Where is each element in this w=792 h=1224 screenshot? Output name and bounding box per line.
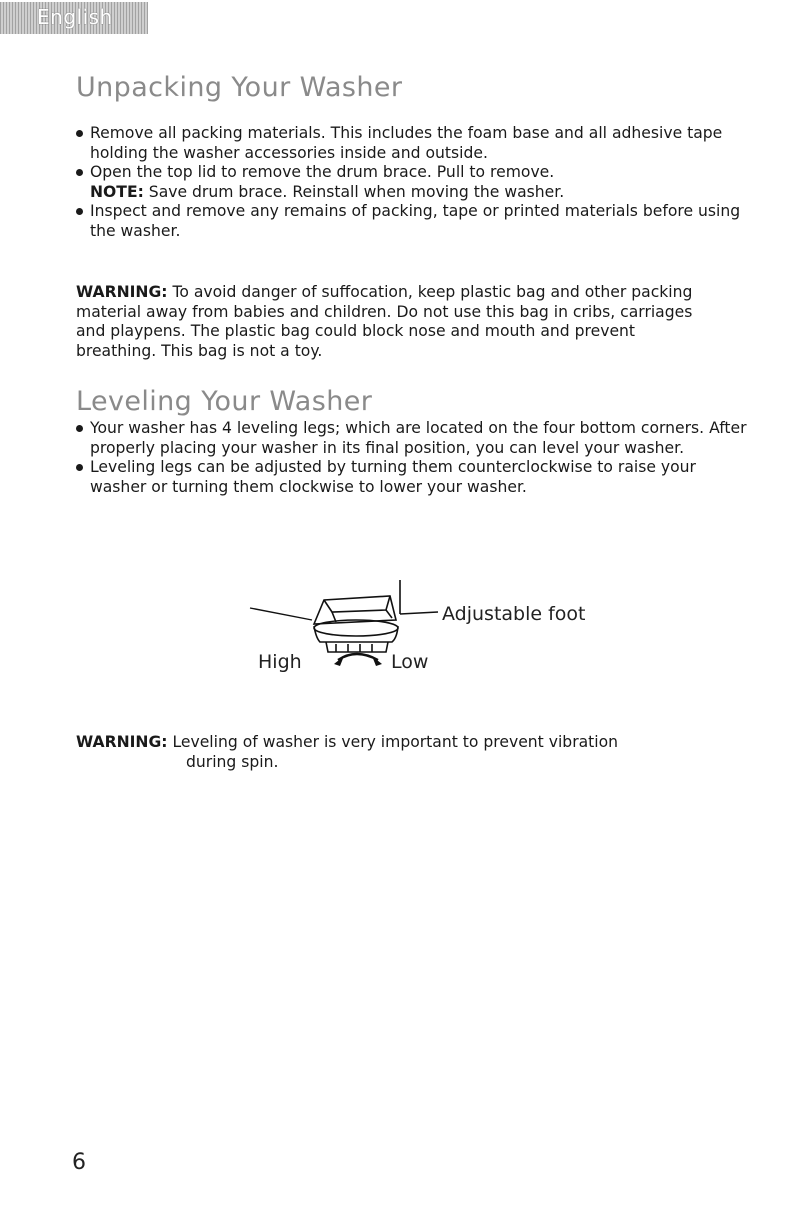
leveling-warning-label: WARNING: [76, 733, 168, 751]
leveling-heading: Leveling Your Washer [76, 386, 373, 417]
suffocation-warning [76, 283, 716, 361]
unpacking-bullet-2: Open the top lid to remove the drum brace. Pull to remove. [58, 163, 748, 183]
low-label: Low [391, 651, 429, 673]
unpacking-heading: Unpacking Your Washer [76, 72, 403, 103]
unpacking-bullet-1: Remove all packing materials. This includes the foam base and all adhesive tape holding the washer accessories inside and outside. [58, 124, 748, 163]
adjustable-foot-diagram [240, 568, 600, 680]
leveling-bullet-1: Your washer has 4 leveling legs; which are located on the four bottom corners. After properly placing your washer in its final position, you can level your washer. [58, 419, 748, 458]
unpacking-bullet-3: Inspect and remove any remains of packing, tape or printed materials before using the washer. [58, 202, 748, 241]
note-line [58, 183, 748, 203]
note-label: NOTE: [90, 182, 144, 201]
rotation-arrow-icon [334, 654, 382, 666]
warning-text: To avoid danger of suffocation, keep plastic bag and other packing material away from babies and children. Do not use this bag in cribs, carriages and playpens. The plastic bag could block nose and mouth and prevent breathing. This bag is not a toy. [76, 283, 693, 360]
leader-line-right [400, 612, 438, 614]
leveling-warning-line-2: during spin. [186, 752, 279, 771]
leveling-list [58, 419, 748, 497]
high-label: High [258, 651, 302, 673]
leveling-warning [76, 733, 716, 772]
leveling-warning-text: Leveling of washer is very important to prevent vibration [167, 733, 619, 751]
adjustable-foot-label: Adjustable foot [442, 603, 586, 625]
note-text: Save drum brace. Reinstall when moving the washer. [143, 182, 565, 201]
leveling-bullet-2: Leveling legs can be adjusted by turning them counterclockwise to raise your washer or turning them clockwise to lower your washer. [58, 458, 748, 497]
language-tab-label: English [37, 5, 113, 29]
leveling-warning-line-1 [76, 733, 716, 753]
page-number: 6 [72, 1150, 86, 1175]
foot-icon [314, 596, 398, 652]
warning-label: WARNING: [76, 283, 168, 301]
unpacking-list [58, 124, 748, 241]
leader-line-left [250, 608, 312, 620]
language-tab [0, 2, 148, 34]
